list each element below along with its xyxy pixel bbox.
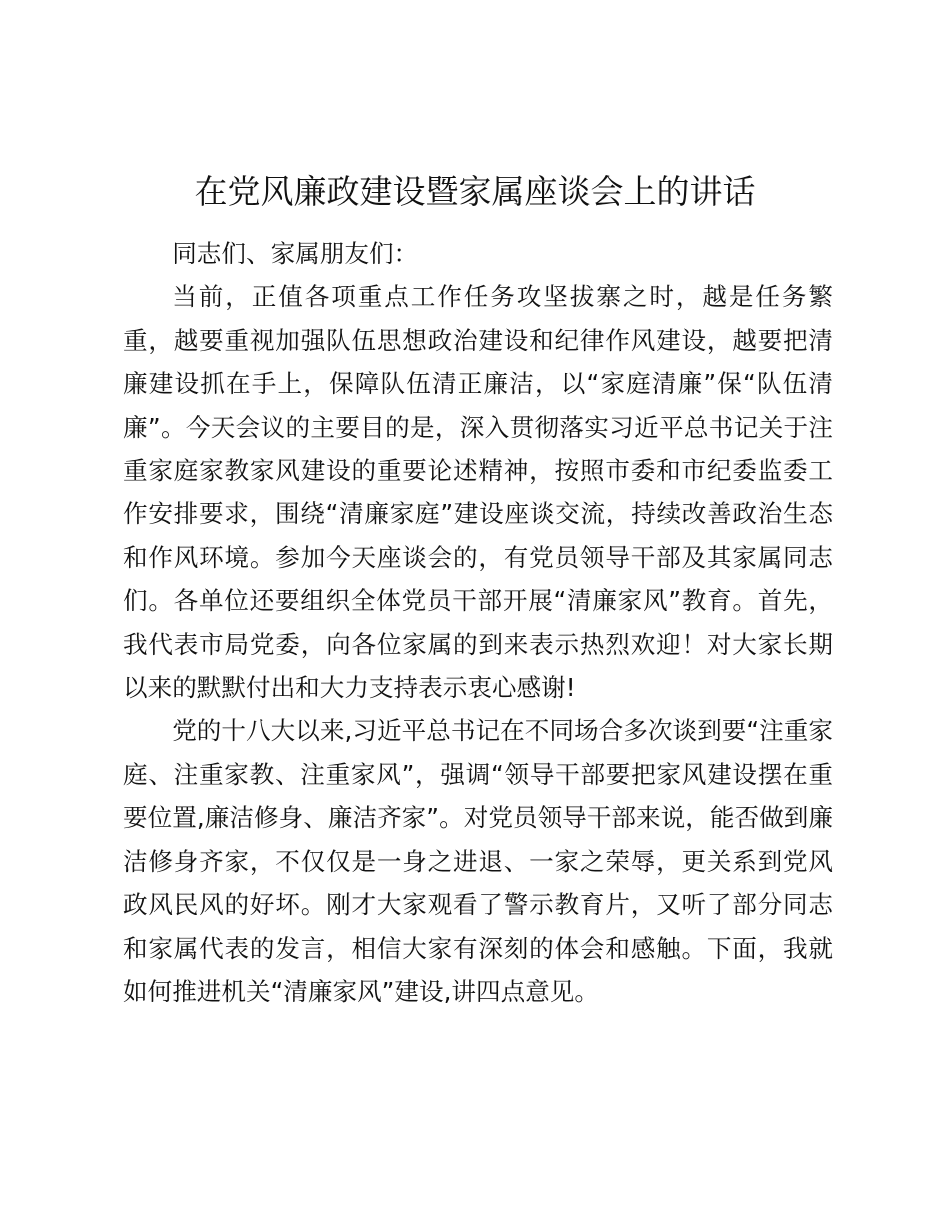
document-body — [123, 232, 833, 1013]
salutation-paragraph: 同志们、家属朋友们： — [172, 239, 419, 268]
document-title: 在党风廉政建设暨家属座谈会上的讲话 — [194, 172, 756, 211]
body-paragraph: 当前，正值各项重点工作任务攻坚拔寨之时，越是任务繁重，越要重视加强队伍思想政治建设和纪律作风建设，越要把清廉建设抓在手上，保障队伍清正廉洁，以“家庭清廉”保“队伍清廉”。今天会议的主要目的是，深入贯彻落实习近平总书记关于注重家庭家教家风建设的重要论述精神，按照市委和市纪委监委工作安排要求，围绕“清廉家庭”建设座谈交流，持续改善政治生态和作风环境。参加今天座谈会的，有党员领导干部及其家属同志们。各单位还要组织全体党员干部开展“清廉家风”教育。首先，我代表市局党委，向各位家属的到来表示热烈欢迎！对大家长期以来的默默付出和大力支持表示衷心感谢! — [123, 282, 833, 703]
body-paragraph: 党的十八大以来,习近平总书记在不同场合多次谈到要“注重家庭、注重家教、注重家风”，强调“领导干部要把家风建设摆在重要位置,廉洁修身、廉洁齐家”。对党员领导干部来说，能否做到廉洁修身齐家，不仅仅是一身之进退、一家之荣辱，更关系到党风政风民风的好坏。刚才大家观看了警示教育片，又听了部分同志和家属代表的发言，相信大家有深刻的体会和感触。下面，我就如何推进机关“清廉家风”建设,讲四点意见。 — [123, 716, 833, 1006]
